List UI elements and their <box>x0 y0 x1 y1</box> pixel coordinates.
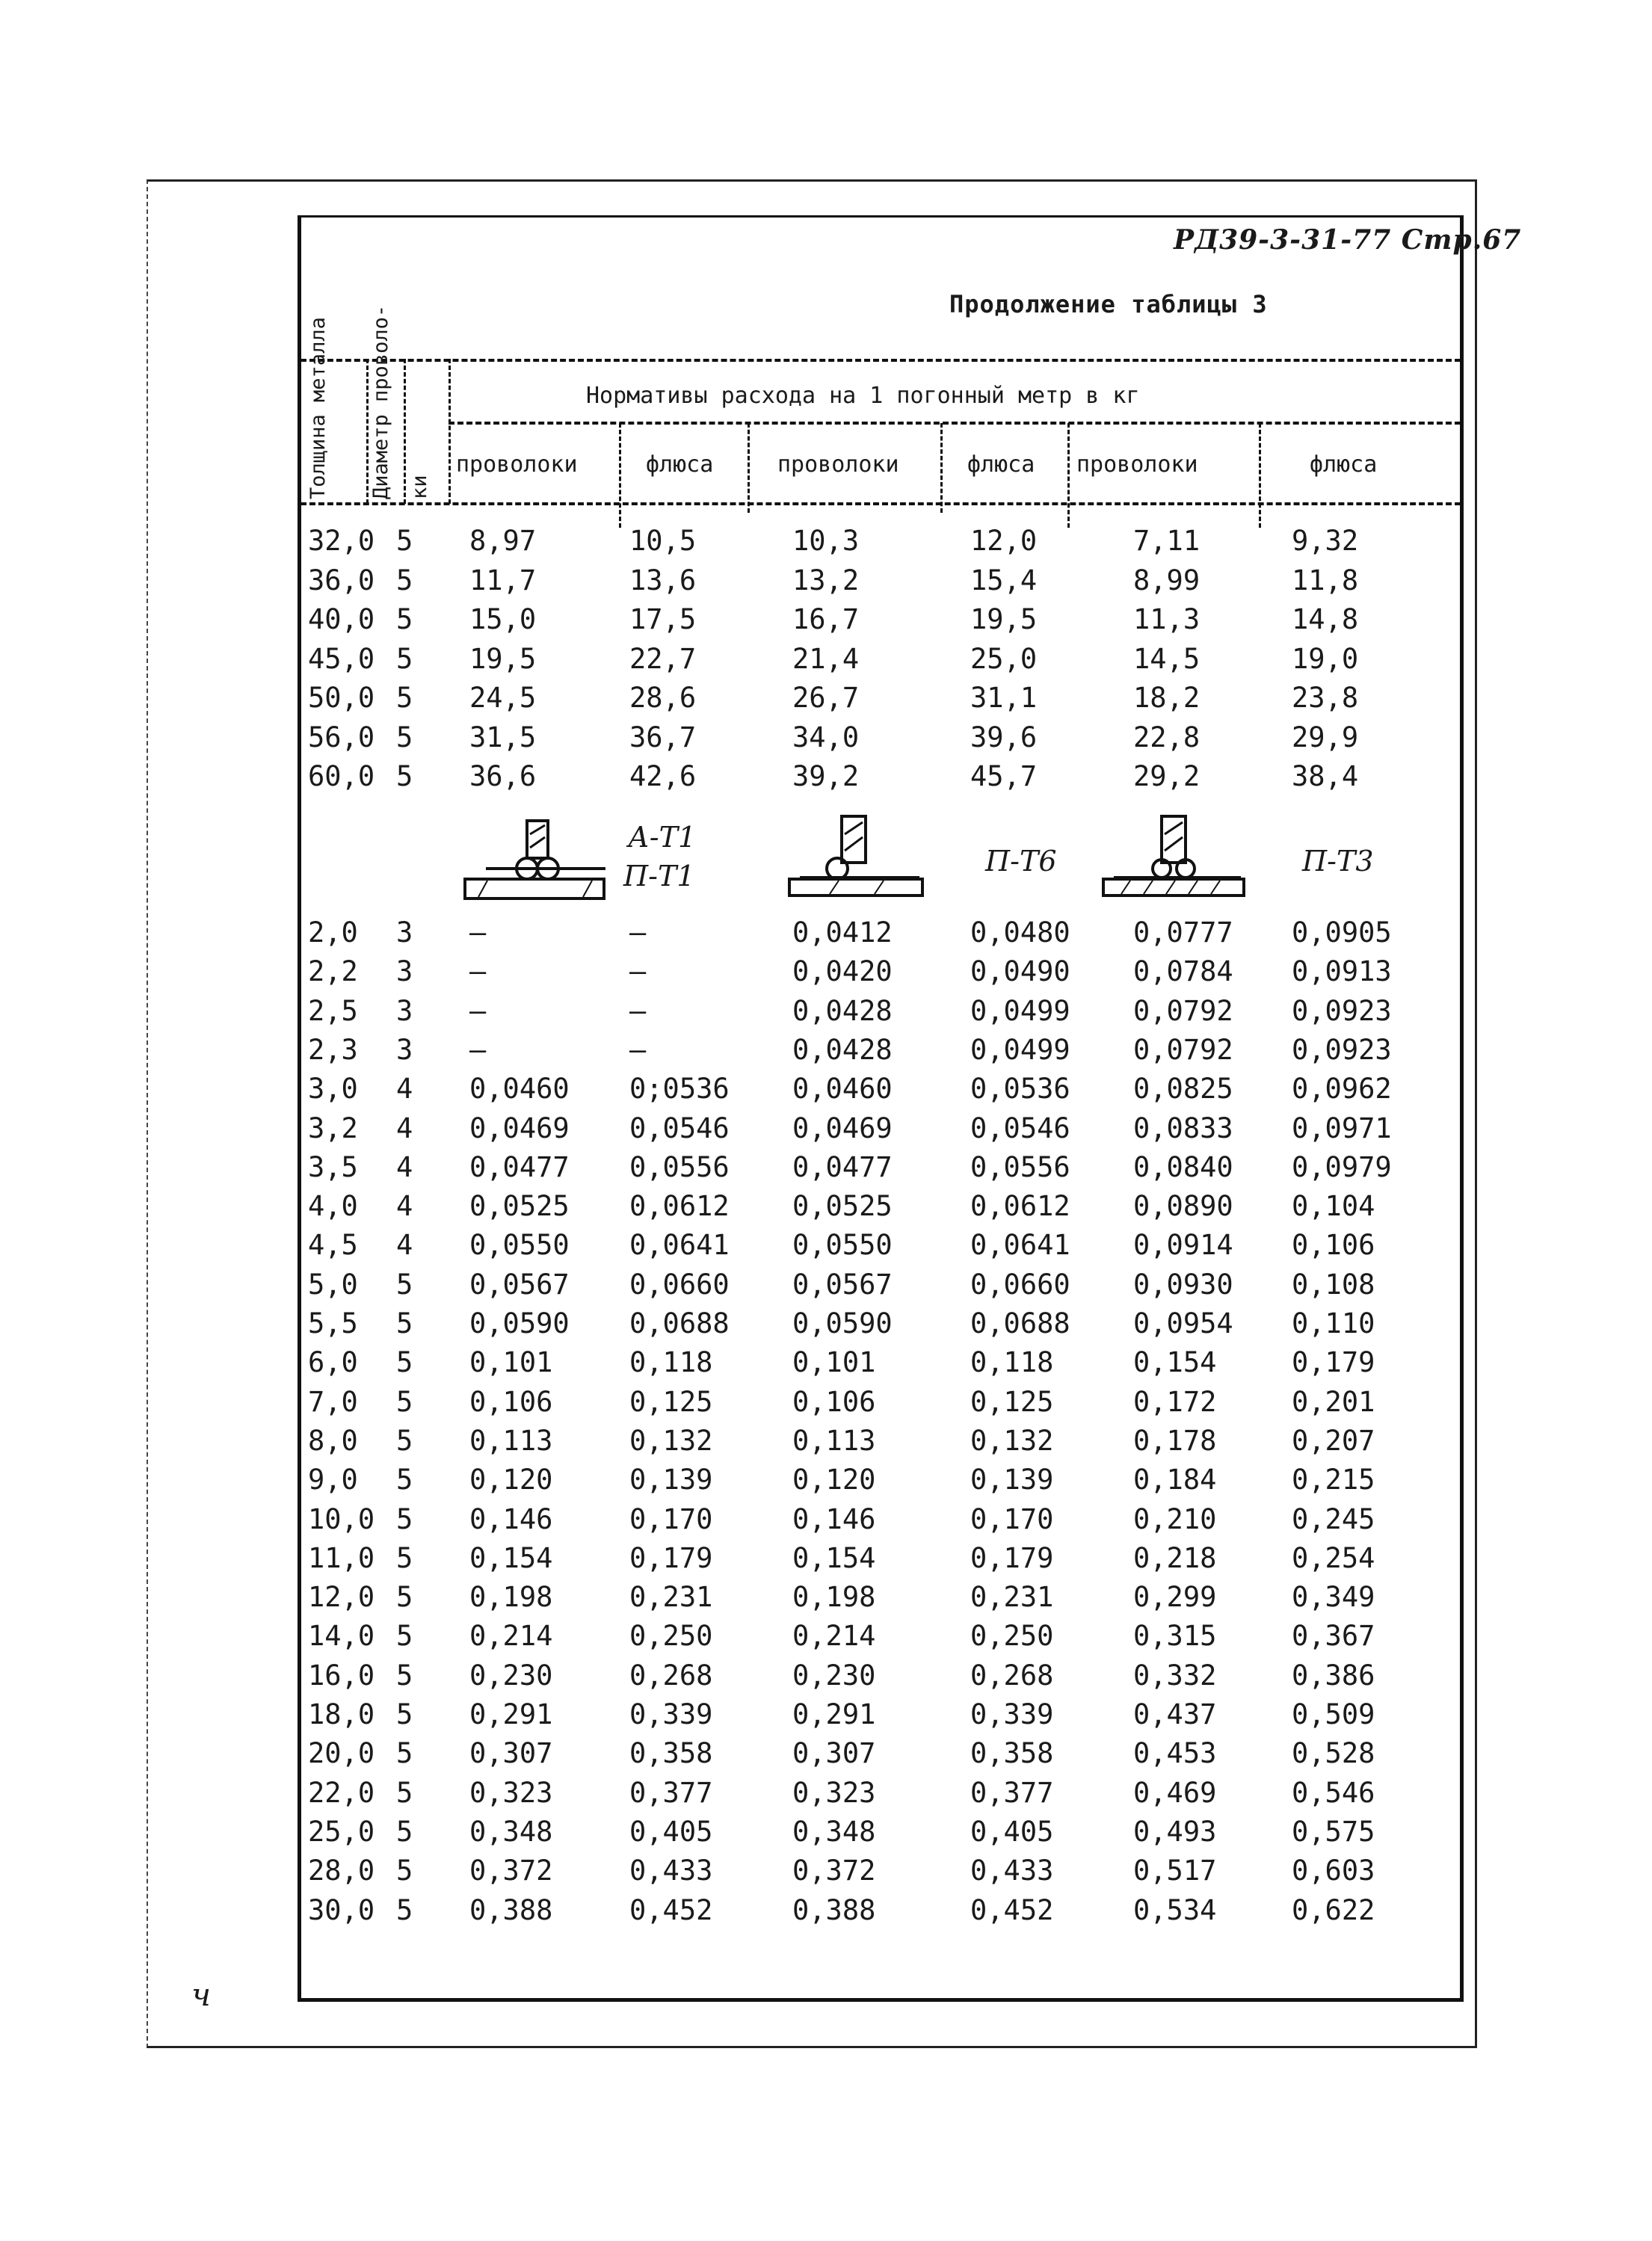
cell-diameter: 5 <box>396 1464 413 1496</box>
cell-flux-1: 0,0641 <box>629 1229 730 1262</box>
cell-wire-1: 8,97 <box>469 525 537 557</box>
cell-flux-2: 0,405 <box>970 1815 1054 1848</box>
header-divider <box>748 423 750 513</box>
cell-wire-2: 0,0428 <box>792 994 893 1027</box>
cell-thickness: 4,5 <box>308 1229 358 1262</box>
cell-thickness: 4,0 <box>308 1190 358 1223</box>
cell-diameter: 5 <box>396 721 413 753</box>
cell-flux-2: 0,179 <box>970 1541 1054 1574</box>
cell-flux-1: 0,452 <box>629 1893 713 1926</box>
cell-diameter: 4 <box>396 1190 413 1223</box>
cell-wire-3: 18,2 <box>1133 682 1201 714</box>
cell-thickness: 45,0 <box>308 642 375 675</box>
cell-diameter: 4 <box>396 1073 413 1106</box>
cell-wire-3: 0,534 <box>1133 1893 1217 1926</box>
cell-flux-1: 0,377 <box>629 1776 713 1809</box>
cell-wire-3: 0,0792 <box>1133 994 1233 1027</box>
cell-diameter: 5 <box>396 1776 413 1809</box>
cell-wire-1: 0,348 <box>469 1815 553 1848</box>
cell-flux-2: 0,339 <box>970 1698 1054 1730</box>
cell-wire-3: 0,184 <box>1133 1464 1217 1496</box>
cell-wire-1: – <box>469 1033 487 1066</box>
cell-wire-3: 0,178 <box>1133 1424 1217 1457</box>
cell-thickness: 5,5 <box>308 1307 358 1340</box>
cell-flux-1: 0,139 <box>629 1464 713 1496</box>
cell-flux-2: 0,0546 <box>970 1112 1070 1144</box>
cell-wire-3: 0,210 <box>1133 1502 1217 1535</box>
cell-flux-1: 0,179 <box>629 1541 713 1574</box>
cell-flux-3: 0,179 <box>1292 1346 1375 1379</box>
cell-flux-2: 39,6 <box>970 721 1038 753</box>
cell-wire-3: 8,99 <box>1133 564 1201 597</box>
cell-flux-3: 0,0971 <box>1292 1112 1392 1144</box>
cell-flux-3: 0,0923 <box>1292 994 1392 1027</box>
cell-flux-2: 0,125 <box>970 1385 1054 1418</box>
cell-flux-3: 0,622 <box>1292 1893 1375 1926</box>
cell-thickness: 18,0 <box>308 1698 375 1730</box>
cell-flux-3: 11,8 <box>1292 564 1359 597</box>
header-group-title: Нормативы расхода на 1 погонный метр в кг <box>586 383 1140 409</box>
cell-flux-2: 45,7 <box>970 760 1038 792</box>
joint-label-p-t6: П-Т6 <box>985 845 1057 878</box>
cell-flux-1: – <box>629 955 647 988</box>
cell-wire-1: – <box>469 916 487 949</box>
cell-wire-3: 0,0825 <box>1133 1073 1233 1106</box>
cell-flux-3: 0,106 <box>1292 1229 1375 1262</box>
cell-flux-2: 0,268 <box>970 1659 1054 1692</box>
cell-wire-3: 0,453 <box>1133 1737 1217 1770</box>
cell-flux-3: 0,201 <box>1292 1385 1375 1418</box>
cell-diameter: 5 <box>396 1307 413 1340</box>
cell-flux-2: 0,250 <box>970 1620 1054 1653</box>
cell-wire-1: 0,372 <box>469 1855 553 1887</box>
header-divider <box>940 423 943 513</box>
cell-wire-2: 0,120 <box>792 1464 876 1496</box>
cell-flux-1: 0,405 <box>629 1815 713 1848</box>
table-caption: Продолжение таблицы 3 <box>949 290 1268 318</box>
cell-wire-2: 0,291 <box>792 1698 876 1730</box>
cell-diameter: 5 <box>396 682 413 714</box>
cell-thickness: 11,0 <box>308 1541 375 1574</box>
cell-flux-3: 0,349 <box>1292 1581 1375 1614</box>
cell-wire-3: 0,299 <box>1133 1581 1217 1614</box>
cell-flux-1: 0,0612 <box>629 1190 730 1223</box>
cell-thickness: 7,0 <box>308 1385 358 1418</box>
cell-flux-2: 0,139 <box>970 1464 1054 1496</box>
cell-wire-1: 0,323 <box>469 1776 553 1809</box>
cell-wire-2: 0,0550 <box>792 1229 893 1262</box>
header-divider <box>449 359 451 504</box>
cell-wire-1: 0,106 <box>469 1385 553 1418</box>
cell-flux-1: 0;0536 <box>629 1073 730 1106</box>
cell-diameter: 5 <box>396 603 413 635</box>
cell-wire-3: 0,0777 <box>1133 916 1233 949</box>
cell-thickness: 3,2 <box>308 1112 358 1144</box>
cell-diameter: 5 <box>396 642 413 675</box>
cell-diameter: 5 <box>396 1541 413 1574</box>
cell-wire-2: 0,307 <box>792 1737 876 1770</box>
cell-wire-2: 0,0590 <box>792 1307 893 1340</box>
cell-flux-1: 0,0660 <box>629 1268 730 1301</box>
cell-diameter: 3 <box>396 1033 413 1066</box>
cell-wire-2: 0,0469 <box>792 1112 893 1144</box>
cell-flux-2: 0,452 <box>970 1893 1054 1926</box>
cell-flux-2: 0,0536 <box>970 1073 1070 1106</box>
cell-flux-2: 0,0660 <box>970 1268 1070 1301</box>
cell-wire-2: 0,348 <box>792 1815 876 1848</box>
cell-wire-1: 0,0550 <box>469 1229 570 1262</box>
cell-thickness: 32,0 <box>308 525 375 557</box>
cell-diameter: 5 <box>396 1502 413 1535</box>
cell-flux-1: 0,132 <box>629 1424 713 1457</box>
cell-thickness: 60,0 <box>308 760 375 792</box>
cell-flux-1: 0,118 <box>629 1346 713 1379</box>
cell-wire-1: 11,7 <box>469 564 537 597</box>
cell-wire-2: 39,2 <box>792 760 860 792</box>
cell-wire-3: 7,11 <box>1133 525 1201 557</box>
cell-wire-1: 0,388 <box>469 1893 553 1926</box>
cell-wire-3: 0,0954 <box>1133 1307 1233 1340</box>
cell-flux-3: 0,603 <box>1292 1855 1375 1887</box>
cell-flux-1: 13,6 <box>629 564 697 597</box>
cell-diameter: 5 <box>396 1424 413 1457</box>
cell-flux-1: 0,250 <box>629 1620 713 1653</box>
cell-wire-2: 0,372 <box>792 1855 876 1887</box>
cell-flux-2: 0,0556 <box>970 1150 1070 1183</box>
cell-flux-3: 0,108 <box>1292 1268 1375 1301</box>
cell-thickness: 20,0 <box>308 1737 375 1770</box>
cell-flux-1: 0,0688 <box>629 1307 730 1340</box>
cell-diameter: 5 <box>396 1346 413 1379</box>
cell-thickness: 50,0 <box>308 682 375 714</box>
cell-flux-2: 15,4 <box>970 564 1038 597</box>
cell-wire-1: 24,5 <box>469 682 537 714</box>
cell-diameter: 5 <box>396 1815 413 1848</box>
cell-flux-2: 12,0 <box>970 525 1038 557</box>
cell-flux-1: 0,433 <box>629 1855 713 1887</box>
cell-wire-2: 13,2 <box>792 564 860 597</box>
cell-wire-3: 0,0930 <box>1133 1268 1233 1301</box>
cell-flux-3: 0,0962 <box>1292 1073 1392 1106</box>
cell-wire-1: 0,0590 <box>469 1307 570 1340</box>
cell-flux-3: 0,215 <box>1292 1464 1375 1496</box>
header-group-line <box>449 422 1461 425</box>
cell-wire-2: 0,0460 <box>792 1073 893 1106</box>
cell-flux-2: 0,0688 <box>970 1307 1070 1340</box>
cell-thickness: 22,0 <box>308 1776 375 1809</box>
cell-flux-2: 25,0 <box>970 642 1038 675</box>
cell-thickness: 2,5 <box>308 994 358 1027</box>
cell-wire-3: 0,469 <box>1133 1776 1217 1809</box>
cell-wire-3: 0,0833 <box>1133 1112 1233 1144</box>
cell-flux-2: 0,0499 <box>970 1033 1070 1066</box>
cell-flux-3: 0,104 <box>1292 1190 1375 1223</box>
cell-wire-1: 0,230 <box>469 1659 553 1692</box>
cell-diameter: 3 <box>396 955 413 988</box>
cell-diameter: 5 <box>396 1620 413 1653</box>
header-top-line <box>300 359 1461 362</box>
cell-diameter: 5 <box>396 1268 413 1301</box>
cell-wire-1: 15,0 <box>469 603 537 635</box>
cell-thickness: 30,0 <box>308 1893 375 1926</box>
header-diameter-cont: ки <box>408 475 431 499</box>
cell-diameter: 5 <box>396 1581 413 1614</box>
cell-flux-1: – <box>629 916 647 949</box>
joint-diagram-t6-icon <box>785 815 927 901</box>
table-frame <box>298 215 1464 2002</box>
cell-flux-3: 14,8 <box>1292 603 1359 635</box>
cell-flux-2: 0,118 <box>970 1346 1054 1379</box>
cell-diameter: 5 <box>396 760 413 792</box>
joint-diagram-t3-icon <box>1099 815 1248 901</box>
cell-thickness: 10,0 <box>308 1502 375 1535</box>
cell-flux-2: 0,377 <box>970 1776 1054 1809</box>
cell-flux-3: 0,386 <box>1292 1659 1375 1692</box>
cell-flux-1: 0,0556 <box>629 1150 730 1183</box>
cell-thickness: 5,0 <box>308 1268 358 1301</box>
cell-flux-3: 0,367 <box>1292 1620 1375 1653</box>
cell-flux-3: 0,110 <box>1292 1307 1375 1340</box>
cell-diameter: 4 <box>396 1229 413 1262</box>
cell-flux-3: 0,0923 <box>1292 1033 1392 1066</box>
cell-flux-3: 38,4 <box>1292 760 1359 792</box>
cell-flux-1: – <box>629 1033 647 1066</box>
cell-wire-1: 0,214 <box>469 1620 553 1653</box>
cell-wire-2: 34,0 <box>792 721 860 753</box>
header-bottom-line <box>300 502 1461 505</box>
header-divider <box>404 359 406 504</box>
cell-flux-2: 31,1 <box>970 682 1038 714</box>
page-number: ч <box>191 1976 212 2013</box>
joint-label-a-t1: А-Т1 <box>628 821 697 854</box>
cell-wire-1: 0,120 <box>469 1464 553 1496</box>
cell-thickness: 3,0 <box>308 1073 358 1106</box>
cell-thickness: 2,3 <box>308 1033 358 1066</box>
cell-flux-3: 19,0 <box>1292 642 1359 675</box>
cell-wire-1: 0,146 <box>469 1502 553 1535</box>
cell-flux-3: 0,254 <box>1292 1541 1375 1574</box>
cell-wire-2: 0,0420 <box>792 955 893 988</box>
cell-flux-2: 0,132 <box>970 1424 1054 1457</box>
cell-flux-3: 0,245 <box>1292 1502 1375 1535</box>
cell-flux-1: 0,339 <box>629 1698 713 1730</box>
cell-flux-1: 0,170 <box>629 1502 713 1535</box>
cell-wire-2: 26,7 <box>792 682 860 714</box>
cell-wire-1: 36,6 <box>469 760 537 792</box>
document-code: РД39-3-31-77 Стр.67 <box>1174 224 1522 256</box>
cell-flux-3: 0,528 <box>1292 1737 1375 1770</box>
cell-wire-3: 0,493 <box>1133 1815 1217 1848</box>
cell-flux-1: – <box>629 994 647 1027</box>
cell-flux-2: 0,170 <box>970 1502 1054 1535</box>
cell-thickness: 14,0 <box>308 1620 375 1653</box>
header-divider <box>1067 423 1070 528</box>
header-thickness: Толщина металла <box>306 317 330 499</box>
cell-flux-2: 19,5 <box>970 603 1038 635</box>
cell-wire-3: 0,315 <box>1133 1620 1217 1653</box>
cell-wire-2: 0,106 <box>792 1385 876 1418</box>
cell-wire-3: 11,3 <box>1133 603 1201 635</box>
cell-thickness: 40,0 <box>308 603 375 635</box>
header-divider <box>1259 423 1261 528</box>
cell-flux-2: 0,0480 <box>970 916 1070 949</box>
cell-wire-1: 0,198 <box>469 1581 553 1614</box>
cell-wire-1: – <box>469 994 487 1027</box>
cell-diameter: 5 <box>396 525 413 557</box>
cell-wire-1: 0,0567 <box>469 1268 570 1301</box>
cell-flux-1: 0,0546 <box>629 1112 730 1144</box>
cell-wire-1: 19,5 <box>469 642 537 675</box>
cell-wire-2: 0,146 <box>792 1502 876 1535</box>
cell-flux-3: 23,8 <box>1292 682 1359 714</box>
cell-flux-3: 0,509 <box>1292 1698 1375 1730</box>
cell-thickness: 56,0 <box>308 721 375 753</box>
header-col-wire-3: проволоки <box>1076 451 1198 478</box>
cell-thickness: 36,0 <box>308 564 375 597</box>
cell-diameter: 5 <box>396 1855 413 1887</box>
cell-diameter: 5 <box>396 1698 413 1730</box>
cell-flux-3: 0,575 <box>1292 1815 1375 1848</box>
cell-wire-2: 0,154 <box>792 1541 876 1574</box>
cell-flux-1: 0,231 <box>629 1581 713 1614</box>
cell-flux-1: 0,125 <box>629 1385 713 1418</box>
header-col-wire-1: проволоки <box>456 451 578 478</box>
cell-thickness: 2,2 <box>308 955 358 988</box>
cell-flux-2: 0,433 <box>970 1855 1054 1887</box>
cell-wire-2: 0,0567 <box>792 1268 893 1301</box>
cell-flux-3: 9,32 <box>1292 525 1359 557</box>
cell-wire-3: 0,0890 <box>1133 1190 1233 1223</box>
header-col-flux-1: флюса <box>646 451 714 478</box>
cell-wire-1: 0,0469 <box>469 1112 570 1144</box>
cell-diameter: 5 <box>396 1659 413 1692</box>
cell-wire-3: 0,0784 <box>1133 955 1233 988</box>
cell-thickness: 2,0 <box>308 916 358 949</box>
cell-wire-2: 0,0477 <box>792 1150 893 1183</box>
cell-wire-2: 0,0428 <box>792 1033 893 1066</box>
cell-wire-1: 0,0477 <box>469 1150 570 1183</box>
cell-thickness: 28,0 <box>308 1855 375 1887</box>
cell-flux-3: 0,546 <box>1292 1776 1375 1809</box>
header-col-flux-3: флюса <box>1310 451 1378 478</box>
cell-wire-3: 0,0914 <box>1133 1229 1233 1262</box>
cell-thickness: 16,0 <box>308 1659 375 1692</box>
cell-wire-1: 0,154 <box>469 1541 553 1574</box>
cell-diameter: 4 <box>396 1112 413 1144</box>
cell-thickness: 6,0 <box>308 1346 358 1379</box>
cell-wire-2: 0,113 <box>792 1424 876 1457</box>
cell-wire-2: 0,0525 <box>792 1190 893 1223</box>
cell-flux-2: 0,0641 <box>970 1229 1070 1262</box>
cell-wire-1: 0,101 <box>469 1346 553 1379</box>
cell-thickness: 3,5 <box>308 1150 358 1183</box>
cell-flux-1: 0,358 <box>629 1737 713 1770</box>
cell-wire-3: 0,0840 <box>1133 1150 1233 1183</box>
cell-thickness: 12,0 <box>308 1581 375 1614</box>
header-divider <box>366 359 369 504</box>
cell-wire-3: 14,5 <box>1133 642 1201 675</box>
cell-diameter: 5 <box>396 564 413 597</box>
cell-diameter: 3 <box>396 916 413 949</box>
cell-wire-3: 0,218 <box>1133 1541 1217 1574</box>
cell-diameter: 4 <box>396 1150 413 1183</box>
cell-wire-3: 0,437 <box>1133 1698 1217 1730</box>
cell-wire-3: 0,154 <box>1133 1346 1217 1379</box>
cell-thickness: 9,0 <box>308 1464 358 1496</box>
cell-wire-2: 0,198 <box>792 1581 876 1614</box>
joint-label-p-t3: П-Т3 <box>1302 845 1374 878</box>
cell-flux-3: 0,207 <box>1292 1424 1375 1457</box>
cell-flux-1: 28,6 <box>629 682 697 714</box>
cell-wire-2: 0,214 <box>792 1620 876 1653</box>
cell-wire-2: 0,0412 <box>792 916 893 949</box>
cell-wire-1: 0,307 <box>469 1737 553 1770</box>
cell-wire-1: – <box>469 955 487 988</box>
cell-flux-3: 29,9 <box>1292 721 1359 753</box>
cell-diameter: 5 <box>396 1893 413 1926</box>
cell-flux-1: 42,6 <box>629 760 697 792</box>
cell-diameter: 3 <box>396 994 413 1027</box>
cell-flux-1: 22,7 <box>629 642 697 675</box>
cell-flux-2: 0,0490 <box>970 955 1070 988</box>
cell-flux-3: 0,0905 <box>1292 916 1392 949</box>
cell-wire-3: 0,0792 <box>1133 1033 1233 1066</box>
cell-flux-2: 0,0612 <box>970 1190 1070 1223</box>
header-diameter: Диаметр проволо- <box>369 304 392 499</box>
header-divider <box>619 423 621 528</box>
joint-label-p-t1: П-Т1 <box>623 860 695 893</box>
cell-flux-1: 17,5 <box>629 603 697 635</box>
cell-wire-2: 0,388 <box>792 1893 876 1926</box>
cell-wire-3: 0,172 <box>1133 1385 1217 1418</box>
cell-wire-1: 0,291 <box>469 1698 553 1730</box>
cell-wire-3: 29,2 <box>1133 760 1201 792</box>
cell-flux-3: 0,0913 <box>1292 955 1392 988</box>
cell-diameter: 5 <box>396 1737 413 1770</box>
cell-wire-3: 0,517 <box>1133 1855 1217 1887</box>
cell-wire-1: 31,5 <box>469 721 537 753</box>
header-col-wire-2: проволоки <box>777 451 899 478</box>
cell-wire-2: 0,323 <box>792 1776 876 1809</box>
cell-flux-2: 0,0499 <box>970 994 1070 1027</box>
cell-wire-2: 0,101 <box>792 1346 876 1379</box>
cell-wire-2: 16,7 <box>792 603 860 635</box>
cell-wire-3: 0,332 <box>1133 1659 1217 1692</box>
cell-wire-2: 0,230 <box>792 1659 876 1692</box>
cell-thickness: 8,0 <box>308 1424 358 1457</box>
cell-wire-2: 10,3 <box>792 525 860 557</box>
cell-wire-3: 22,8 <box>1133 721 1201 753</box>
cell-flux-2: 0,231 <box>970 1581 1054 1614</box>
cell-flux-2: 0,358 <box>970 1737 1054 1770</box>
cell-flux-1: 36,7 <box>629 721 697 753</box>
header-col-flux-2: флюса <box>967 451 1035 478</box>
cell-wire-1: 0,0525 <box>469 1190 570 1223</box>
cell-thickness: 25,0 <box>308 1815 375 1848</box>
cell-diameter: 5 <box>396 1385 413 1418</box>
cell-flux-1: 10,5 <box>629 525 697 557</box>
cell-wire-2: 21,4 <box>792 642 860 675</box>
joint-diagram-t1-icon <box>463 819 605 905</box>
cell-flux-1: 0,268 <box>629 1659 713 1692</box>
cell-wire-1: 0,0460 <box>469 1073 570 1106</box>
cell-wire-1: 0,113 <box>469 1424 553 1457</box>
cell-flux-3: 0,0979 <box>1292 1150 1392 1183</box>
